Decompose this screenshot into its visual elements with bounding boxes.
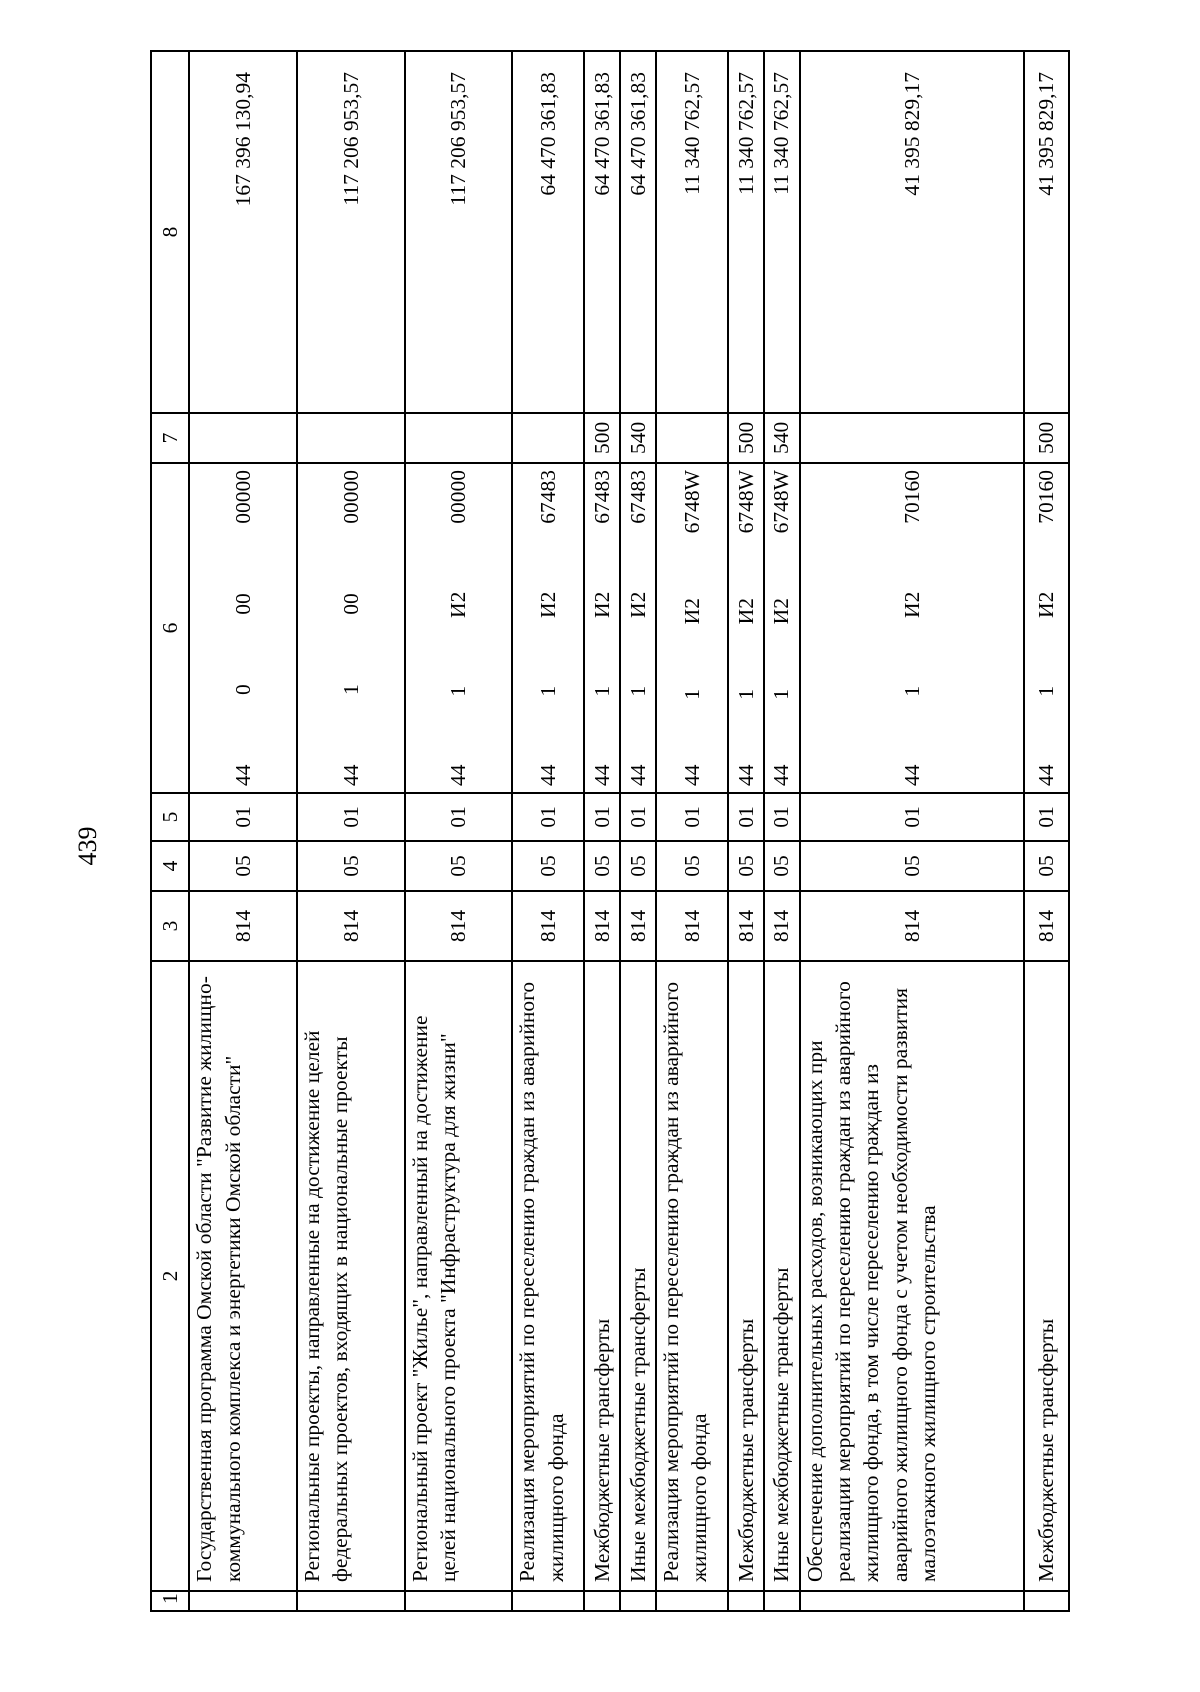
- target-article-part: 44: [679, 764, 704, 786]
- row-col-5-cell: 01: [764, 793, 800, 841]
- row-target-article-cell: [728, 463, 764, 793]
- target-article-part: 44: [536, 764, 561, 786]
- row-name-text: Региональный проект "Жилье", направленный на достижение целей национального проекта "Инфраструктура для жизни": [407, 1015, 460, 1582]
- row-col-7-cell: [800, 413, 1024, 463]
- row-col-4-cell: 05: [297, 841, 405, 891]
- target-article-part: 44: [625, 764, 650, 786]
- row-target-article-cell: [1024, 463, 1069, 793]
- row-name-text: Реализация мероприятий по переселению граждан из аварийного жилищного фонда: [658, 981, 712, 1582]
- row-target-article-cell: [656, 463, 728, 793]
- row-col-4-cell: 05: [728, 841, 764, 891]
- row-col-7-cell: [189, 413, 297, 463]
- header-col-1: 1: [151, 1591, 189, 1611]
- row-col-3-cell: 814: [728, 891, 764, 961]
- row-col-7-cell: 500: [584, 413, 620, 463]
- row-name-text: Обеспечение дополнительных расходов, возникающих при реализации мероприятий по переселению граждан из аварийного жилищного фонда, в том числе переселению граждан из аварийного жилищного фонда с учетом необходимости развития малоэтажного жилищного строительства: [802, 981, 941, 1582]
- header-col-6: 6: [151, 463, 189, 793]
- target-article-part: И2: [769, 598, 794, 625]
- row-target-article-cell: [189, 463, 297, 793]
- row-col-1-cell: [764, 1591, 800, 1611]
- target-article-part: 44: [1034, 764, 1059, 786]
- table-row: [800, 51, 1024, 1611]
- target-article-part: 70160: [1034, 470, 1059, 524]
- row-col-5-cell: 01: [1024, 793, 1069, 841]
- row-col-7-cell: 540: [620, 413, 656, 463]
- target-article-parts: [588, 470, 616, 786]
- row-amount-cell: 117 206 953,57: [405, 51, 513, 413]
- row-name-text: Иные межбюджетные трансферты: [769, 1267, 794, 1582]
- row-col-4-cell: 05: [656, 841, 728, 891]
- row-name-text: Межбюджетные трансферты: [589, 1318, 614, 1582]
- row-col-1-cell: [728, 1591, 764, 1611]
- budget-table-body: [151, 51, 1069, 1611]
- target-article-part: 1: [1034, 685, 1059, 697]
- target-article-part: 44: [769, 764, 794, 786]
- target-article-part: 1: [679, 689, 704, 700]
- row-col-1-cell: [656, 1591, 728, 1611]
- row-target-article-cell: [405, 463, 513, 793]
- row-col-4-cell: 05: [512, 841, 584, 891]
- header-col-8: 8: [151, 51, 189, 413]
- target-article-part: 44: [230, 764, 255, 786]
- target-article-part: 1: [536, 685, 561, 697]
- table-row: [297, 51, 405, 1611]
- target-article-part: 44: [733, 764, 758, 786]
- target-article-part: 67483: [589, 470, 614, 524]
- row-col-4-cell: 05: [1024, 841, 1069, 891]
- row-col-4-cell: 05: [584, 841, 620, 891]
- row-col-3-cell: 814: [189, 891, 297, 961]
- target-article-part: 00: [230, 593, 255, 615]
- target-article-part: 00000: [446, 470, 471, 524]
- row-name-text: Межбюджетные трансферты: [1034, 1318, 1059, 1582]
- row-col-3-cell: 814: [512, 891, 584, 961]
- target-article-part: И2: [899, 591, 924, 618]
- row-col-5-cell: 01: [189, 793, 297, 841]
- row-name-cell: [728, 961, 764, 1591]
- row-amount-cell: 64 470 361,83: [620, 51, 656, 413]
- row-amount-cell: 11 340 762,57: [656, 51, 728, 413]
- target-article-part: 70160: [899, 470, 924, 524]
- row-col-3-cell: 814: [1024, 891, 1069, 961]
- table-row: [1024, 51, 1069, 1611]
- header-col-3: 3: [151, 891, 189, 961]
- table-row: [656, 51, 728, 1611]
- target-article-part: 0: [230, 684, 255, 695]
- table-header-row: [151, 51, 189, 1611]
- row-target-article-cell: [620, 463, 656, 793]
- row-col-7-cell: 540: [764, 413, 800, 463]
- row-col-3-cell: 814: [297, 891, 405, 961]
- row-col-5-cell: 01: [620, 793, 656, 841]
- row-col-4-cell: 05: [800, 841, 1024, 891]
- row-col-3-cell: 814: [656, 891, 728, 961]
- row-col-5-cell: 01: [297, 793, 405, 841]
- row-amount-cell: 41 395 829,17: [800, 51, 1024, 413]
- row-amount-cell: 11 340 762,57: [764, 51, 800, 413]
- target-article-part: 6748W: [769, 470, 794, 534]
- target-article-part: 44: [589, 764, 614, 786]
- rotated-table-wrapper: [150, 52, 1070, 1612]
- row-col-3-cell: 814: [405, 891, 513, 961]
- row-amount-cell: 64 470 361,83: [584, 51, 620, 413]
- row-name-cell: [584, 961, 620, 1591]
- header-col-4: 4: [151, 841, 189, 891]
- target-article-parts: [678, 470, 706, 786]
- target-article-parts: [1032, 470, 1060, 786]
- table-row: [405, 51, 513, 1611]
- row-col-4-cell: 05: [189, 841, 297, 891]
- table-row: [189, 51, 297, 1611]
- row-col-5-cell: 01: [728, 793, 764, 841]
- row-name-cell: [512, 961, 584, 1591]
- row-col-5-cell: 01: [512, 793, 584, 841]
- row-target-article-cell: [297, 463, 405, 793]
- budget-table: [150, 50, 1070, 1612]
- row-col-3-cell: 814: [800, 891, 1024, 961]
- target-article-part: 1: [446, 685, 471, 697]
- row-target-article-cell: [764, 463, 800, 793]
- row-name-cell: [297, 961, 405, 1591]
- header-col-2: 2: [151, 961, 189, 1591]
- target-article-part: 00000: [338, 470, 363, 524]
- target-article-part: 1: [733, 689, 758, 700]
- row-name-cell: [764, 961, 800, 1591]
- target-article-part: 00000: [230, 470, 255, 524]
- table-row: [512, 51, 584, 1611]
- row-col-1-cell: [405, 1591, 513, 1611]
- target-article-part: 1: [589, 685, 614, 697]
- target-article-part: И2: [536, 591, 561, 618]
- row-col-7-cell: 500: [1024, 413, 1069, 463]
- row-name-text: Государственная программа Омской области "Развитие жилищно-коммунального комплекса и энергетики Омской области": [192, 976, 245, 1582]
- row-name-text: Межбюджетные трансферты: [733, 1318, 758, 1582]
- row-name-text: Реализация мероприятий по переселению граждан из аварийного жилищного фонда: [515, 981, 568, 1582]
- target-article-parts: [767, 470, 795, 786]
- row-col-5-cell: 01: [584, 793, 620, 841]
- row-amount-cell: 117 206 953,57: [297, 51, 405, 413]
- row-name-cell: [620, 961, 656, 1591]
- row-amount-cell: 64 470 361,83: [512, 51, 584, 413]
- target-article-part: 44: [446, 764, 471, 786]
- target-article-parts: [732, 470, 760, 786]
- row-col-7-cell: [297, 413, 405, 463]
- row-col-1-cell: [584, 1591, 620, 1611]
- row-target-article-cell: [584, 463, 620, 793]
- page-number: 439: [73, 826, 102, 866]
- row-target-article-cell: [800, 463, 1024, 793]
- row-name-text: Региональные проекты, направленные на достижение целей федеральных проектов, входящих в национальные проекты: [299, 1030, 353, 1582]
- target-article-part: 67483: [536, 470, 561, 524]
- row-col-3-cell: 814: [764, 891, 800, 961]
- target-article-parts: [624, 470, 652, 786]
- row-col-3-cell: 814: [620, 891, 656, 961]
- table-row: [728, 51, 764, 1611]
- target-article-part: 00: [338, 593, 363, 615]
- row-name-text: Иные межбюджетные трансферты: [625, 1267, 650, 1582]
- target-article-parts: [534, 470, 562, 786]
- target-article-part: 67483: [625, 470, 650, 524]
- target-article-part: И2: [679, 598, 704, 625]
- target-article-part: 44: [899, 764, 924, 786]
- target-article-parts: [444, 470, 472, 786]
- target-article-part: 1: [769, 689, 794, 700]
- row-col-4-cell: 05: [764, 841, 800, 891]
- row-name-cell: [800, 961, 1024, 1591]
- target-article-part: 1: [338, 684, 363, 695]
- row-amount-cell: 11 340 762,57: [728, 51, 764, 413]
- target-article-parts: [337, 470, 365, 786]
- row-col-1-cell: [297, 1591, 405, 1611]
- target-article-part: 6748W: [679, 470, 704, 534]
- row-amount-cell: 167 396 130,94: [189, 51, 297, 413]
- row-name-cell: [656, 961, 728, 1591]
- row-col-5-cell: 01: [800, 793, 1024, 841]
- row-col-4-cell: 05: [620, 841, 656, 891]
- header-col-5: 5: [151, 793, 189, 841]
- row-col-7-cell: [656, 413, 728, 463]
- table-row: [764, 51, 800, 1611]
- table-row: [584, 51, 620, 1611]
- row-col-5-cell: 01: [656, 793, 728, 841]
- target-article-parts: [229, 470, 257, 786]
- row-col-1-cell: [620, 1591, 656, 1611]
- target-article-part: И2: [1034, 591, 1059, 618]
- row-amount-cell: 41 395 829,17: [1024, 51, 1069, 413]
- row-col-7-cell: [512, 413, 584, 463]
- row-col-1-cell: [800, 1591, 1024, 1611]
- target-article-part: И2: [733, 598, 758, 625]
- row-col-3-cell: 814: [584, 891, 620, 961]
- row-col-4-cell: 05: [405, 841, 513, 891]
- row-target-article-cell: [512, 463, 584, 793]
- header-col-7: 7: [151, 413, 189, 463]
- target-article-part: И2: [446, 591, 471, 618]
- target-article-part: 1: [899, 685, 924, 697]
- row-name-cell: [189, 961, 297, 1591]
- target-article-part: 44: [338, 764, 363, 786]
- row-col-7-cell: [405, 413, 513, 463]
- row-name-cell: [405, 961, 513, 1591]
- row-col-1-cell: [189, 1591, 297, 1611]
- target-article-parts: [898, 470, 926, 786]
- row-col-1-cell: [1024, 1591, 1069, 1611]
- table-row: [620, 51, 656, 1611]
- row-col-5-cell: 01: [405, 793, 513, 841]
- target-article-part: 6748W: [733, 470, 758, 534]
- target-article-part: И2: [625, 591, 650, 618]
- target-article-part: 1: [625, 685, 650, 697]
- row-name-cell: [1024, 961, 1069, 1591]
- target-article-part: И2: [589, 591, 614, 618]
- row-col-7-cell: 500: [728, 413, 764, 463]
- row-col-1-cell: [512, 1591, 584, 1611]
